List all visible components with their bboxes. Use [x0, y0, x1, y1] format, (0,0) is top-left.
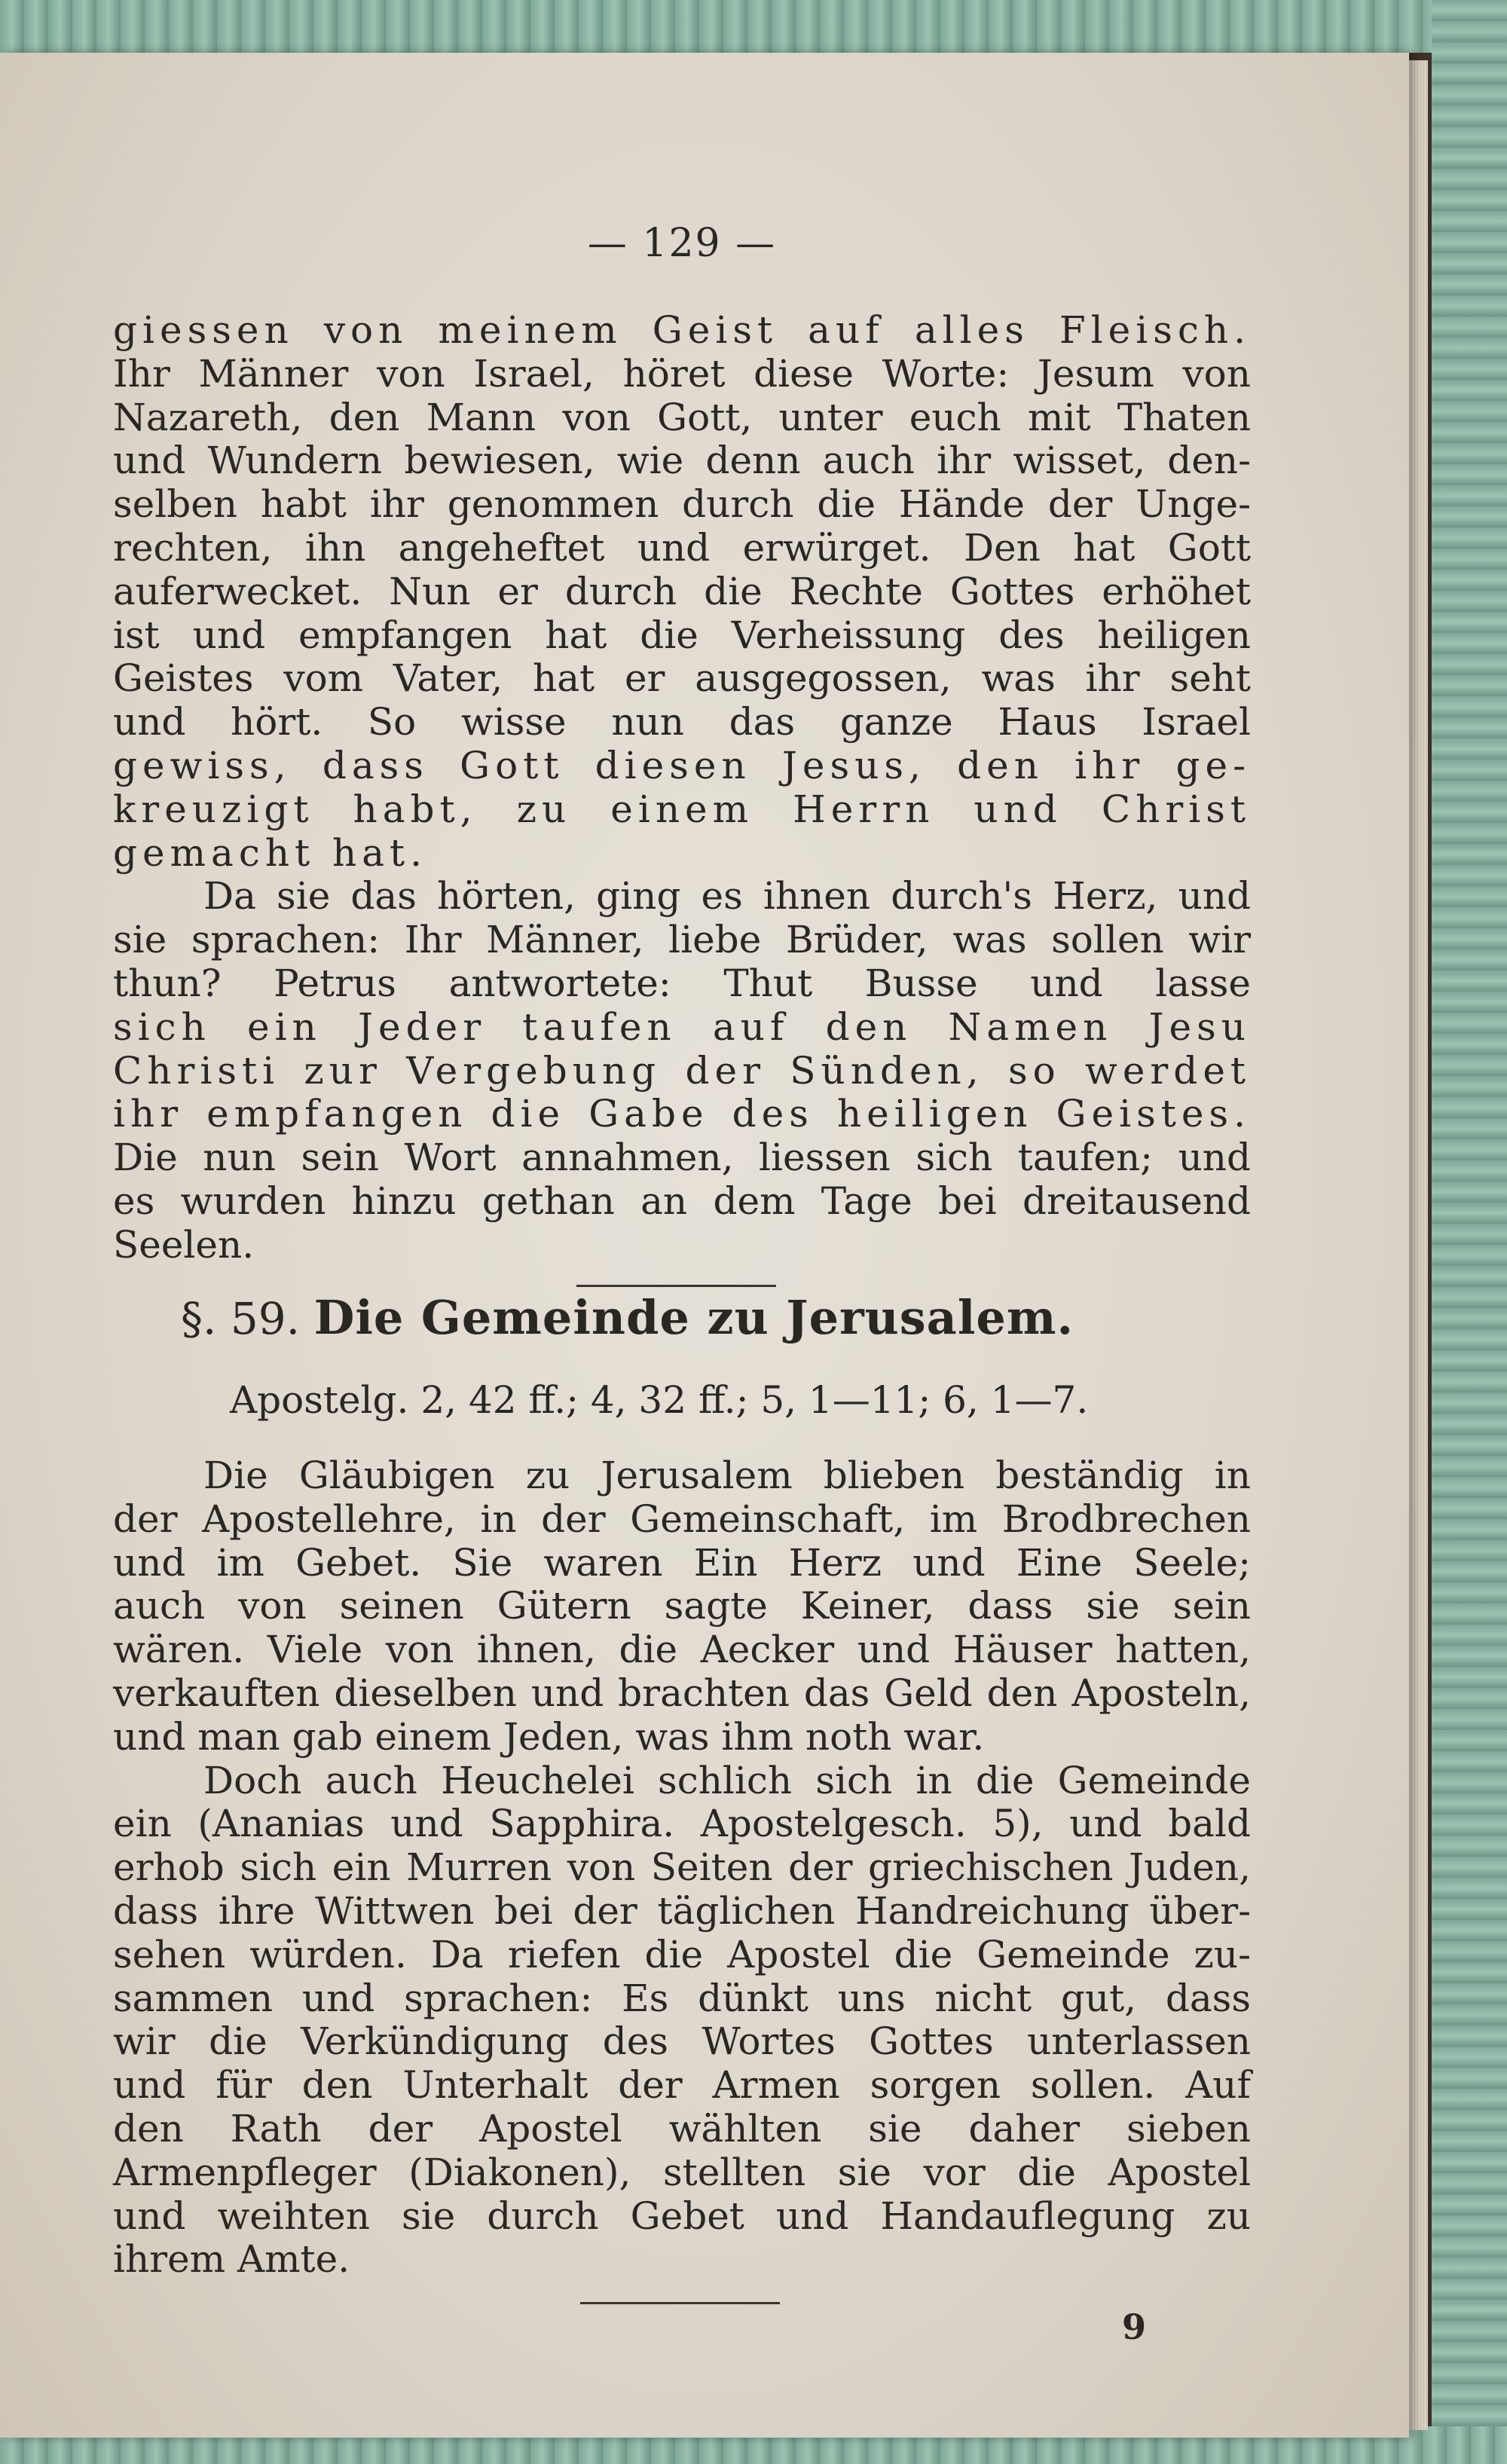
text-line: giessen von meinem Geist auf alles Fleisch.	[113, 308, 1251, 352]
text-line: und hört. So wisse nun das ganze Haus Israel	[113, 700, 1251, 744]
text-line: Doch auch Heuchelei schlich sich in die Gemeinde	[203, 1758, 1251, 1802]
printer-signature-mark: 9	[1121, 2307, 1146, 2347]
section-text-block	[113, 1454, 1251, 2282]
text-line: ihrem Amte.	[113, 2237, 350, 2282]
text-line: und man gab einem Jeden, was ihm noth war.	[113, 1714, 985, 1759]
text-line: den Rath der Apostel wählten sie daher sieben	[113, 2106, 1251, 2151]
text-line: gemacht hat.	[113, 830, 428, 875]
book-page	[0, 53, 1409, 2438]
text-line: wären. Viele von ihnen, die Aecker und Häuser hatten,	[113, 1628, 1251, 1672]
text-line: Nazareth, den Mann von Gott, unter euch mit Thaten	[113, 395, 1251, 439]
text-line: Armenpfleger (Diakonen), stellten sie vor die Apostel	[113, 2150, 1251, 2194]
text-line: und für den Unterhalt der Armen sorgen sollen. Auf	[113, 2063, 1251, 2108]
text-line: und Wundern bewiesen, wie denn auch ihr wisset, den-	[113, 439, 1251, 483]
text-line: und im Gebet. Sie waren Ein Herz und Eine Seele;	[113, 1540, 1251, 1585]
text-line: sammen und sprachen: Es dünkt uns nicht gut, dass	[113, 1976, 1251, 2020]
text-line: verkauften dieselben und brachten das Geld den Aposteln,	[113, 1671, 1251, 1715]
section-divider-rule	[576, 1285, 776, 1287]
text-line: Die Gläubigen zu Jerusalem blieben beständig in	[203, 1454, 1251, 1497]
text-line: der Apostellehre, in der Gemeinschaft, im Brodbrechen	[113, 1496, 1251, 1541]
text-line: rechten, ihn angeheftet und erwürget. Den hat Gott	[113, 525, 1251, 570]
section-heading	[181, 1290, 1251, 1345]
text-line: sehen würden. Da riefen die Apostel die Gemeinde zu-	[113, 1932, 1251, 1976]
text-line: ist und empfangen hat die Verheissung des heiligen	[113, 613, 1251, 657]
bottom-rule	[580, 2302, 780, 2304]
text-line: sie sprachen: Ihr Männer, liebe Brüder, was sollen wir	[113, 918, 1251, 962]
text-line: sich ein Jeder taufen auf den Namen Jesu	[113, 1004, 1251, 1049]
text-line: auferwecket. Nun er durch die Rechte Gottes erhöhet	[113, 569, 1251, 613]
text-line: Seelen.	[113, 1222, 255, 1267]
text-line: ihr empfangen die Gabe des heiligen Geistes.	[113, 1092, 1251, 1136]
text-line: Christi zur Vergebung der Sünden, so werdet	[113, 1048, 1251, 1093]
text-line: wir die Verkündigung des Wortes Gottes unterlassen	[113, 2019, 1251, 2064]
text-line: und weihten sie durch Gebet und Handauflegung zu	[113, 2193, 1251, 2238]
text-line: Geistes vom Vater, hat er ausgegossen, was ihr seht	[113, 656, 1251, 701]
text-line: ein (Ananias und Sapphira. Apostelgesch. 5), und bald	[113, 1802, 1251, 1846]
book-cover-top-edge	[0, 0, 1507, 53]
section-title: Die Gemeinde zu Jerusalem.	[313, 1290, 1074, 1345]
text-line: Die nun sein Wort annahmen, liessen sich taufen; und	[113, 1136, 1251, 1180]
scripture-reference: Apostelg. 2, 42 ff.; 4, 32 ff.; 5, 1—11; 6, 1—7.	[230, 1378, 1089, 1422]
text-line: erhob sich ein Murren von Seiten der griechischen Juden,	[113, 1845, 1251, 1890]
text-line: thun? Petrus antwortete: Thut Busse und lasse	[113, 961, 1251, 1005]
text-line: Ihr Männer von Israel, höret diese Worte: Jesum von	[113, 351, 1251, 396]
top-text-block	[113, 309, 1251, 1267]
text-line: gewiss, dass Gott diesen Jesus, den ihr ge-	[113, 743, 1251, 787]
page-number: — 129 —	[587, 221, 777, 266]
text-line: es wurden hinzu gethan an dem Tage bei dreitausend	[113, 1179, 1251, 1223]
section-number: §. 59.	[181, 1293, 301, 1344]
text-line: auch von seinen Gütern sagte Keiner, dass sie sein	[113, 1584, 1251, 1628]
book-cover-side-edge	[1432, 0, 1507, 2464]
text-line: Da sie das hörten, ging es ihnen durch's Herz, und	[203, 874, 1251, 919]
text-line: dass ihre Wittwen bei der täglichen Handreichung über-	[113, 1888, 1251, 1933]
text-line: selben habt ihr genommen durch die Hände der Unge-	[113, 482, 1251, 527]
text-line: kreuzigt habt, zu einem Herrn und Christ	[113, 787, 1251, 831]
